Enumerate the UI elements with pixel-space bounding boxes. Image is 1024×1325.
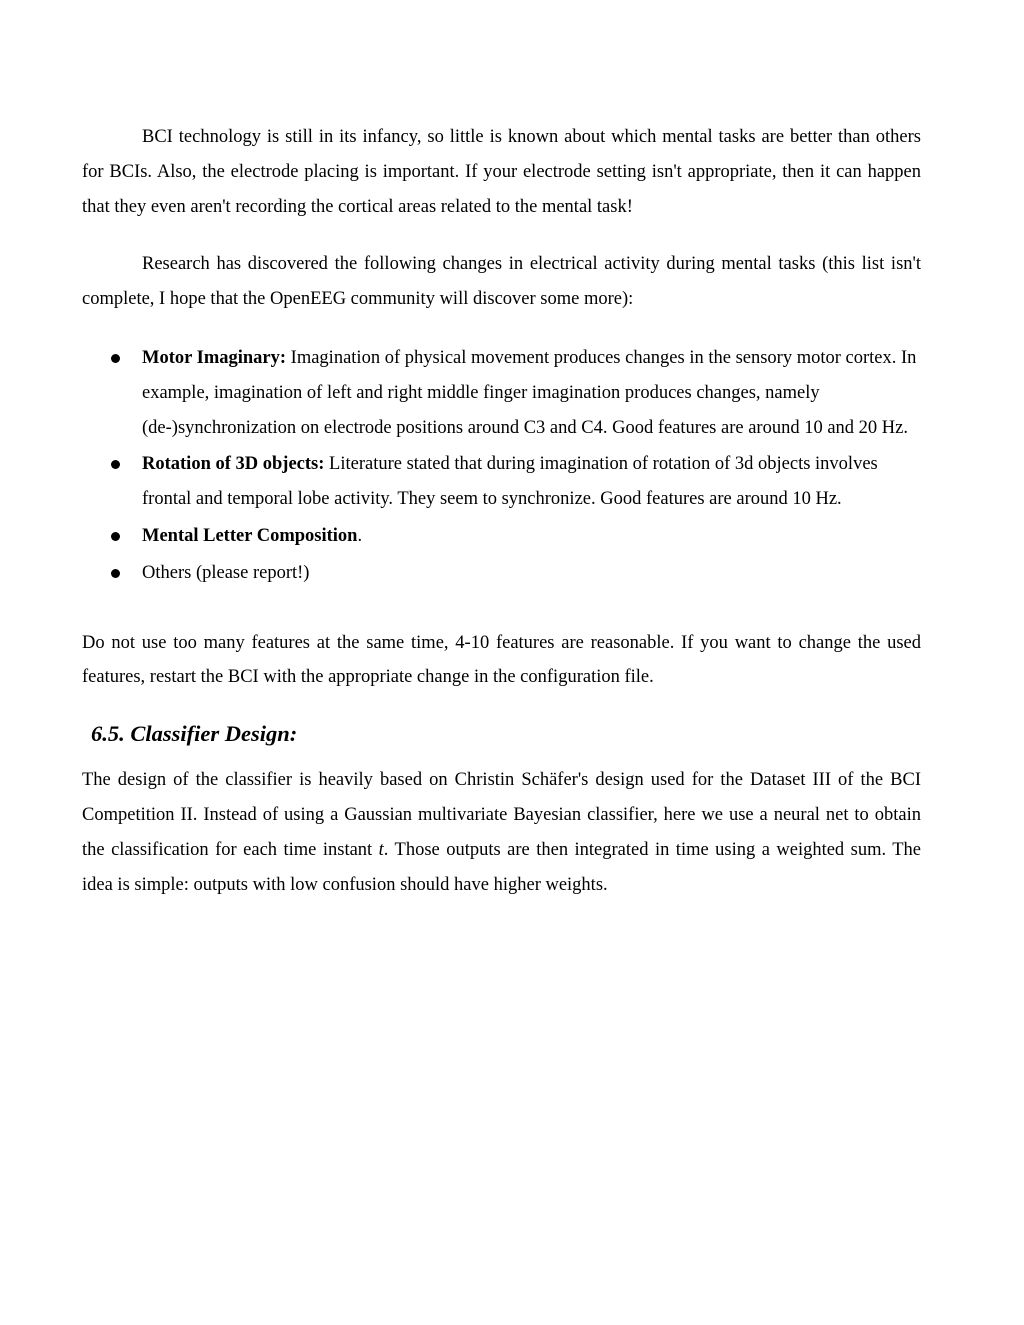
document-page	[82, 120, 921, 902]
list-item-text: Imagination of physical movement produces changes in the sensory motor cortex. In example, imagination of left and right middle finger imagination produces changes, namely (de-)synchronization on electrode positions around C3 and C4. Good features are around 10 and 20 Hz.	[142, 347, 917, 438]
classifier-text-end: . Those outputs are then integrated in time using a weighted sum. The idea is simple: outputs with low confusion should have higher weights.	[82, 839, 922, 895]
mental-task-list	[82, 341, 921, 591]
list-item-text: Literature stated that during imagination of rotation of 3d objects involves frontal and temporal lobe activity. They seem to synchronize. Good features are around 10 Hz.	[142, 454, 878, 510]
list-item-term: Motor Imaginary:	[142, 347, 287, 368]
list-item-term: Rotation of 3D objects:	[142, 454, 325, 475]
features-note-paragraph: Do not use too many features at the same time, 4-10 features are reasonable. If you want to change the used features, restart the BCI with the appropriate change in the configuration file.	[82, 632, 921, 688]
list-item-text: .	[357, 525, 363, 546]
time-variable: t	[378, 839, 384, 860]
bullet-icon	[111, 460, 120, 469]
bullet-icon	[111, 532, 120, 541]
section-heading: 6.5. Classifier Design:	[91, 721, 298, 747]
intro-paragraph-1: BCI technology is still in its infancy, so little is known about which mental tasks are better than others for BCIs. Also, the electrode placing is important. If your electrode setting isn't appropriate, then it can happen that they even aren't recording the cortical areas related to the mental task!	[82, 127, 921, 217]
list-item-term: Mental Letter Composition	[142, 525, 358, 546]
list-item	[82, 556, 921, 591]
list-item	[82, 341, 921, 445]
classifier-paragraph	[82, 763, 921, 902]
list-item	[82, 447, 921, 517]
bullet-icon	[111, 354, 120, 363]
intro-paragraph-2: Research has discovered the following changes in electrical activity during mental tasks (this list isn't complete, I hope that the OpenEEG community will discover some more):	[82, 254, 921, 310]
bullet-icon	[111, 569, 120, 578]
classifier-text-start: The design of the classifier is heavily based on Christin Schäfer's design used for the Dataset III of the BCI Competition II. Instead of using a Gaussian multivariate Bayesian classifier, here we use a neural net to obtain the classification for each time instant	[82, 770, 921, 860]
list-item-text: Others (please report!)	[142, 562, 310, 583]
list-item	[82, 519, 921, 554]
